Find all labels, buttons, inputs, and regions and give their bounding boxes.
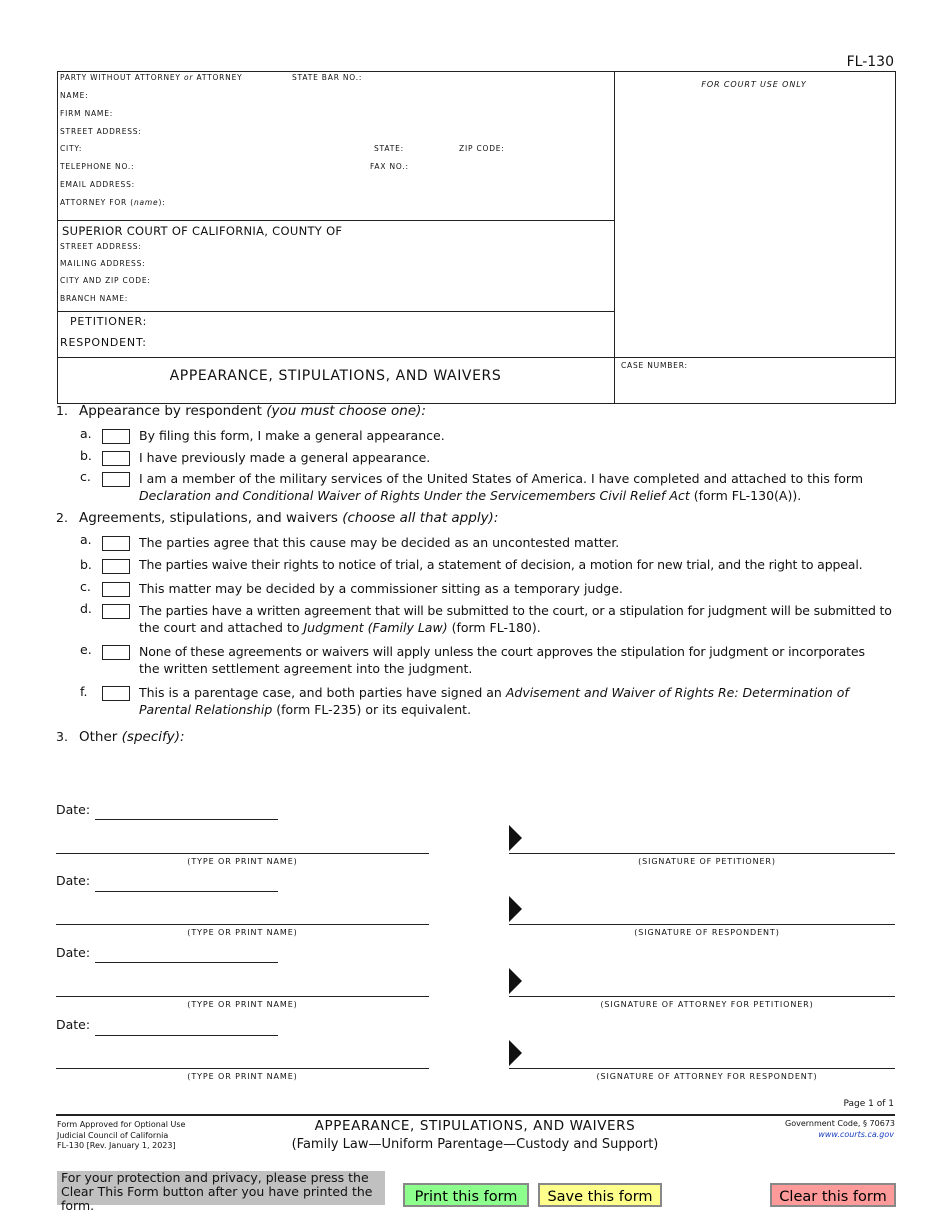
item-2e-text: None of these agreements or waivers will apply unless the court approves the stipulation for judgment or incorporates bbox=[139, 644, 865, 659]
item-2f-italic1: Advisement and Waiver of Rights Re: Determination of bbox=[505, 685, 849, 700]
item-1c-checkbox[interactable] bbox=[102, 472, 130, 487]
telephone-label: TELEPHONE NO.: bbox=[60, 162, 135, 171]
signature-field[interactable] bbox=[509, 1068, 895, 1069]
print-form-button[interactable]: Print this form bbox=[403, 1183, 529, 1207]
approval-block bbox=[57, 1120, 185, 1152]
signature-caption: (SIGNATURE OF ATTORNEY FOR RESPONDENT) bbox=[596, 1072, 818, 1081]
section2-note: (choose all that apply): bbox=[342, 510, 499, 526]
item-1c-italic: Declaration and Conditional Waiver of Rights Under the Servicemembers Civil Relief Act bbox=[139, 488, 690, 503]
state-label: STATE: bbox=[374, 144, 404, 153]
street-address-label: STREET ADDRESS: bbox=[60, 127, 142, 136]
print-name-field[interactable] bbox=[56, 1068, 429, 1069]
item-2e-line2: the written settlement agreement into the judgment. bbox=[139, 661, 473, 676]
date-field[interactable] bbox=[95, 962, 278, 963]
signature-field[interactable] bbox=[509, 853, 895, 854]
section1-heading bbox=[79, 403, 426, 419]
state-bar-label: STATE BAR NO.: bbox=[292, 73, 363, 82]
item-2f-italic2: Parental Relationship bbox=[139, 702, 273, 717]
court-street-label: STREET ADDRESS: bbox=[60, 242, 142, 251]
date-label: Date: bbox=[56, 945, 91, 960]
date-field[interactable] bbox=[95, 819, 278, 820]
print-name-caption: (TYPE OR PRINT NAME) bbox=[187, 1000, 298, 1009]
email-label: EMAIL ADDRESS: bbox=[60, 180, 135, 189]
signature-arrow-icon bbox=[509, 1040, 522, 1066]
item-1a-letter: a. bbox=[80, 426, 92, 441]
item-2c-checkbox[interactable] bbox=[102, 582, 130, 597]
section2-number: 2. bbox=[56, 510, 68, 525]
item-2f-tail: (form FL-235) or its equivalent. bbox=[276, 702, 472, 717]
item-1a-text: By filing this form, I make a general appearance. bbox=[139, 428, 445, 443]
print-name-caption: (TYPE OR PRINT NAME) bbox=[187, 928, 298, 937]
name-label: NAME: bbox=[60, 91, 89, 100]
signature-field[interactable] bbox=[509, 996, 895, 997]
attorney-for-label: ATTORNEY FOR ( bbox=[60, 198, 134, 207]
item-2d-line2 bbox=[139, 619, 541, 636]
print-name-field[interactable] bbox=[56, 924, 429, 925]
item-2d-italic: Judgment (Family Law) bbox=[303, 620, 448, 635]
city-zip-label: CITY AND ZIP CODE: bbox=[60, 276, 151, 285]
approval-line-2: Judicial Council of California bbox=[57, 1130, 169, 1140]
item-1a-checkbox[interactable] bbox=[102, 429, 130, 444]
caption-divider-vertical bbox=[614, 71, 615, 403]
item-2d-checkbox[interactable] bbox=[102, 604, 130, 619]
court-use-label: FOR COURT USE ONLY bbox=[701, 80, 807, 89]
footer-rule bbox=[56, 1114, 895, 1116]
mailing-address-label: MAILING ADDRESS: bbox=[60, 259, 146, 268]
footer-title: APPEARANCE, STIPULATIONS, AND WAIVERS bbox=[314, 1118, 636, 1134]
attorney-for-close: ): bbox=[158, 198, 166, 207]
section3-number: 3. bbox=[56, 729, 68, 744]
section2-heading bbox=[79, 510, 498, 526]
item-1c-letter: c. bbox=[80, 469, 91, 484]
item-2a-text: The parties agree that this cause may be decided as an uncontested matter. bbox=[139, 535, 620, 550]
item-2f-text: This is a parentage case, and both parties have signed an bbox=[139, 685, 502, 700]
approval-line-1: Form Approved for Optional Use bbox=[57, 1120, 186, 1129]
section3-title: Other bbox=[79, 729, 118, 745]
party-label: PARTY WITHOUT ATTORNEY bbox=[60, 73, 181, 82]
item-1b-text: I have previously made a general appearance. bbox=[139, 450, 431, 465]
clear-form-button[interactable]: Clear this form bbox=[770, 1183, 896, 1207]
item-2d-letter: d. bbox=[80, 601, 92, 616]
print-name-caption: (TYPE OR PRINT NAME) bbox=[187, 857, 298, 866]
section2-title: Agreements, stipulations, and waivers bbox=[79, 510, 338, 526]
save-form-button[interactable]: Save this form bbox=[538, 1183, 662, 1207]
item-2d-line2-pre: the court and attached to bbox=[139, 620, 300, 635]
city-label: CITY: bbox=[60, 144, 83, 153]
branch-name-label: BRANCH NAME: bbox=[60, 294, 129, 303]
footer-subtitle: (Family Law—Uniform Parentage—Custody and Support) bbox=[291, 1137, 659, 1152]
fax-label: FAX NO.: bbox=[370, 162, 409, 171]
respondent-label: RESPONDENT: bbox=[60, 336, 147, 349]
item-2f-line1 bbox=[139, 684, 849, 701]
section1-number: 1. bbox=[56, 403, 68, 418]
item-2a-letter: a. bbox=[80, 532, 92, 547]
caption-divider-2 bbox=[57, 311, 614, 312]
item-2e-checkbox[interactable] bbox=[102, 645, 130, 660]
item-2b-text: The parties waive their rights to notice of trial, a statement of decision, a motion for new trial, and the right to appeal. bbox=[139, 557, 863, 572]
item-2a-checkbox[interactable] bbox=[102, 536, 130, 551]
attorney-for-name-hint: name bbox=[133, 198, 159, 207]
date-field[interactable] bbox=[95, 891, 278, 892]
approval-line-3: FL-130 [Rev. January 1, 2023] bbox=[57, 1141, 176, 1150]
signature-arrow-icon bbox=[509, 896, 522, 922]
courts-website-link[interactable]: www.courts.ca.gov bbox=[818, 1130, 894, 1139]
print-name-caption: (TYPE OR PRINT NAME) bbox=[187, 1072, 298, 1081]
signature-caption: (SIGNATURE OF PETITIONER) bbox=[638, 857, 776, 866]
item-2f-letter: f. bbox=[80, 684, 88, 699]
party-label-row bbox=[60, 73, 243, 82]
caption-divider-1 bbox=[57, 220, 614, 221]
item-2f-checkbox[interactable] bbox=[102, 686, 130, 701]
item-2d-tail: (form FL-180). bbox=[451, 620, 541, 635]
date-label: Date: bbox=[56, 1017, 91, 1032]
case-number-label: CASE NUMBER: bbox=[621, 361, 688, 370]
item-2c-text: This matter may be decided by a commissioner sitting as a temporary judge. bbox=[139, 581, 623, 596]
item-2d-text: The parties have a written agreement that will be submitted to the court, or a stipulation for judgment will be submitted to bbox=[139, 603, 892, 618]
petitioner-label: PETITIONER: bbox=[70, 315, 148, 328]
signature-arrow-icon bbox=[509, 968, 522, 994]
item-2e-letter: e. bbox=[80, 642, 92, 657]
or-text: or bbox=[184, 73, 194, 82]
print-name-field[interactable] bbox=[56, 853, 429, 854]
attorney-for-row bbox=[60, 198, 166, 207]
government-code: Government Code, § 70673 bbox=[785, 1119, 895, 1128]
signature-field[interactable] bbox=[509, 924, 895, 925]
zip-label: ZIP CODE: bbox=[459, 144, 505, 153]
signature-caption: (SIGNATURE OF ATTORNEY FOR PETITIONER) bbox=[600, 1000, 814, 1009]
date-field[interactable] bbox=[95, 1035, 278, 1036]
page-number: Page 1 of 1 bbox=[843, 1099, 894, 1109]
signature-arrow-icon bbox=[509, 825, 522, 851]
court-title: SUPERIOR COURT OF CALIFORNIA, COUNTY OF bbox=[62, 224, 343, 238]
print-name-field[interactable] bbox=[56, 996, 429, 997]
attorney-label: ATTORNEY bbox=[196, 73, 243, 82]
item-2f-line2 bbox=[139, 701, 471, 718]
caption-divider-3 bbox=[57, 357, 895, 358]
section1-title: Appearance by respondent bbox=[79, 403, 262, 419]
item-1b-letter: b. bbox=[80, 448, 92, 463]
signature-caption: (SIGNATURE OF RESPONDENT) bbox=[634, 928, 780, 937]
section3-heading bbox=[79, 729, 185, 745]
form-id: FL-130 bbox=[846, 54, 894, 70]
item-2b-letter: b. bbox=[80, 557, 92, 572]
item-2c-letter: c. bbox=[80, 579, 91, 594]
item-1c-line2 bbox=[139, 487, 801, 504]
section1-note: (you must choose one): bbox=[266, 403, 426, 419]
item-1b-checkbox[interactable] bbox=[102, 451, 130, 466]
form-title: APPEARANCE, STIPULATIONS, AND WAIVERS bbox=[169, 368, 502, 384]
item-1c-text: I am a member of the military services of the United States of America. I have completed and attached to this form bbox=[139, 471, 864, 486]
item-2b-checkbox[interactable] bbox=[102, 559, 130, 574]
date-label: Date: bbox=[56, 802, 91, 817]
date-label: Date: bbox=[56, 873, 91, 888]
section3-note: (specify): bbox=[121, 729, 185, 745]
firm-name-label: FIRM NAME: bbox=[60, 109, 114, 118]
item-1c-tail: (form FL-130(A)). bbox=[693, 488, 802, 503]
privacy-note: For your protection and privacy, please press the Clear This Form button after you have printed the form. bbox=[57, 1171, 385, 1205]
